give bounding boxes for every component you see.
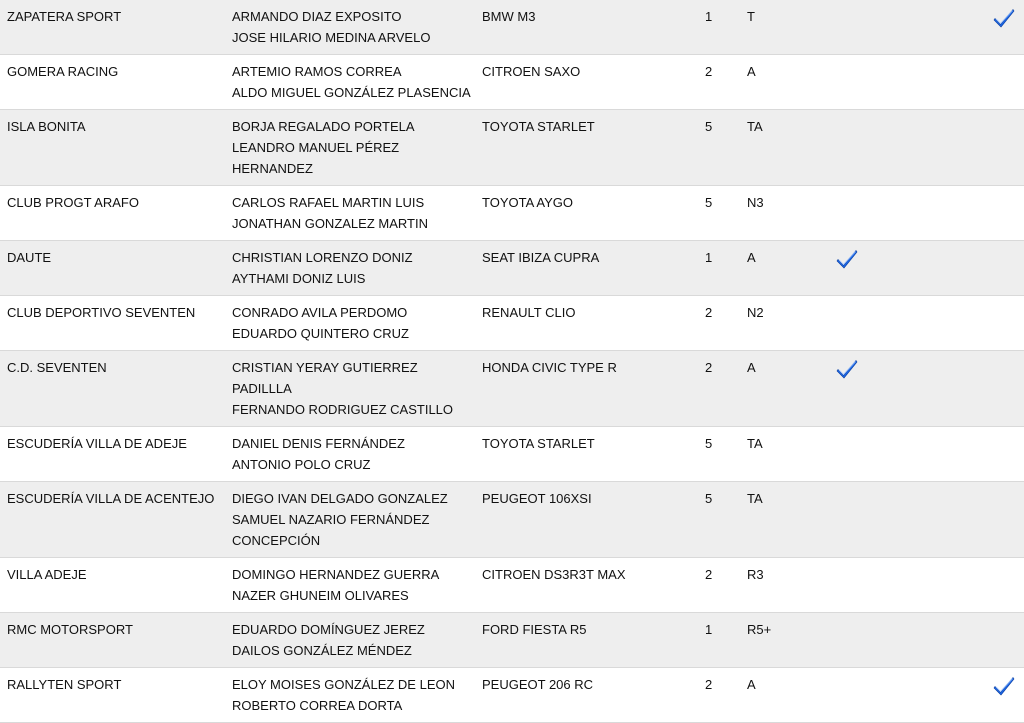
checkmark-icon <box>836 247 858 269</box>
class-cell: A <box>735 241 805 296</box>
drivers-cell <box>225 668 475 723</box>
checkmark-icon <box>993 674 1015 696</box>
class-cell: N3 <box>735 186 805 241</box>
group-cell: 5 <box>700 186 735 241</box>
driver-name: NAZER GHUNEIM OLIVARES <box>232 588 409 603</box>
club-cell: GOMERA RACING <box>0 55 225 110</box>
table-row <box>0 351 1024 427</box>
check-cell-2 <box>915 241 1024 296</box>
driver-name: FERNANDO RODRIGUEZ CASTILLO <box>232 402 454 417</box>
driver-name: ARTEMIO RAMOS CORREA <box>232 64 402 79</box>
car-cell: FORD FIESTA R5 <box>475 613 700 668</box>
check-cell-1 <box>805 296 915 351</box>
driver-name: BORJA REGALADO PORTELA <box>232 119 415 134</box>
driver-name: ROBERTO CORREA DORTA <box>232 698 403 713</box>
club-cell: CLUB PROGT ARAFO <box>0 186 225 241</box>
group-cell: 5 <box>700 427 735 482</box>
class-cell: R3 <box>735 558 805 613</box>
table-row <box>0 110 1024 186</box>
club-cell: ISLA BONITA <box>0 110 225 186</box>
group-cell: 2 <box>700 351 735 427</box>
driver-name: AYTHAMI DONIZ LUIS <box>232 271 366 286</box>
table-row <box>0 241 1024 296</box>
check-cell-2 <box>915 558 1024 613</box>
check-cell-1 <box>805 351 915 427</box>
driver-name: DIEGO IVAN DELGADO GONZALEZ <box>232 491 448 506</box>
driver-name: DAILOS GONZÁLEZ MÉNDEZ <box>232 643 412 658</box>
table-row <box>0 668 1024 723</box>
group-cell: 2 <box>700 668 735 723</box>
group-cell: 1 <box>700 613 735 668</box>
class-cell: A <box>735 55 805 110</box>
club-cell: RALLYTEN SPORT <box>0 668 225 723</box>
check-cell-1 <box>805 110 915 186</box>
check-cell-2 <box>915 351 1024 427</box>
car-cell: CITROEN DS3R3T MAX <box>475 558 700 613</box>
car-cell: HONDA CIVIC TYPE R <box>475 351 700 427</box>
table-row <box>0 482 1024 558</box>
check-cell-1 <box>805 482 915 558</box>
check-cell-1 <box>805 55 915 110</box>
driver-name: DANIEL DENIS FERNÁNDEZ <box>232 436 405 451</box>
table-row <box>0 558 1024 613</box>
club-cell: CLUB DEPORTIVO SEVENTEN <box>0 296 225 351</box>
driver-name: ALDO MIGUEL GONZÁLEZ PLASENCIA <box>232 85 471 100</box>
class-cell: R5+ <box>735 613 805 668</box>
group-cell: 2 <box>700 55 735 110</box>
class-cell: T <box>735 0 805 55</box>
car-cell: RENAULT CLIO <box>475 296 700 351</box>
driver-name: ELOY MOISES GONZÁLEZ DE LEON <box>232 677 455 692</box>
club-cell: C.D. SEVENTEN <box>0 351 225 427</box>
group-cell: 5 <box>700 482 735 558</box>
car-cell: TOYOTA AYGO <box>475 186 700 241</box>
drivers-cell <box>225 427 475 482</box>
drivers-cell <box>225 351 475 427</box>
check-cell-1 <box>805 558 915 613</box>
drivers-cell <box>225 186 475 241</box>
table-row <box>0 0 1024 55</box>
car-cell: TOYOTA STARLET <box>475 427 700 482</box>
table-row <box>0 613 1024 668</box>
check-cell-2 <box>915 186 1024 241</box>
club-cell: ESCUDERÍA VILLA DE ACENTEJO <box>0 482 225 558</box>
check-cell-2 <box>915 296 1024 351</box>
drivers-cell <box>225 110 475 186</box>
checkmark-icon <box>993 6 1015 28</box>
group-cell: 1 <box>700 241 735 296</box>
driver-name: SAMUEL NAZARIO FERNÁNDEZ CONCEPCIÓN <box>232 512 430 548</box>
driver-name: CONRADO AVILA PERDOMO <box>232 305 408 320</box>
club-cell: ZAPATERA SPORT <box>0 0 225 55</box>
drivers-cell <box>225 55 475 110</box>
check-cell-1 <box>805 186 915 241</box>
driver-name: DOMINGO HERNANDEZ GUERRA <box>232 567 440 582</box>
group-cell: 2 <box>700 558 735 613</box>
group-cell: 5 <box>700 110 735 186</box>
table-row <box>0 55 1024 110</box>
group-cell: 1 <box>700 0 735 55</box>
driver-name: JOSE HILARIO MEDINA ARVELO <box>232 30 431 45</box>
check-cell-1 <box>805 668 915 723</box>
check-cell-2 <box>915 427 1024 482</box>
class-cell: TA <box>735 482 805 558</box>
check-cell-2 <box>915 55 1024 110</box>
drivers-cell <box>225 241 475 296</box>
drivers-cell <box>225 296 475 351</box>
driver-name: ARMANDO DIAZ EXPOSITO <box>232 9 402 24</box>
checkmark-icon <box>836 357 858 379</box>
driver-name: ANTONIO POLO CRUZ <box>232 457 371 472</box>
car-cell: SEAT IBIZA CUPRA <box>475 241 700 296</box>
club-cell: ESCUDERÍA VILLA DE ADEJE <box>0 427 225 482</box>
driver-name: CRISTIAN YERAY GUTIERREZ PADILLLA <box>232 360 418 396</box>
check-cell-1 <box>805 241 915 296</box>
group-cell: 2 <box>700 296 735 351</box>
check-cell-1 <box>805 0 915 55</box>
class-cell: A <box>735 351 805 427</box>
car-cell: CITROEN SAXO <box>475 55 700 110</box>
driver-name: JONATHAN GONZALEZ MARTIN <box>232 216 428 231</box>
check-cell-2 <box>915 613 1024 668</box>
class-cell: TA <box>735 427 805 482</box>
table-row <box>0 186 1024 241</box>
drivers-cell <box>225 558 475 613</box>
class-cell: TA <box>735 110 805 186</box>
class-cell: N2 <box>735 296 805 351</box>
check-cell-1 <box>805 427 915 482</box>
car-cell: PEUGEOT 206 RC <box>475 668 700 723</box>
driver-name: CHRISTIAN LORENZO DONIZ <box>232 250 413 265</box>
class-cell: A <box>735 668 805 723</box>
check-cell-2 <box>915 110 1024 186</box>
driver-name: EDUARDO QUINTERO CRUZ <box>232 326 409 341</box>
drivers-cell <box>225 482 475 558</box>
club-cell: DAUTE <box>0 241 225 296</box>
check-cell-2 <box>915 0 1024 55</box>
car-cell: BMW M3 <box>475 0 700 55</box>
club-cell: VILLA ADEJE <box>0 558 225 613</box>
driver-name: EDUARDO DOMÍNGUEZ JEREZ <box>232 622 425 637</box>
car-cell: PEUGEOT 106XSI <box>475 482 700 558</box>
check-cell-2 <box>915 668 1024 723</box>
drivers-cell <box>225 613 475 668</box>
check-cell-1 <box>805 613 915 668</box>
driver-name: LEANDRO MANUEL PÉREZ HERNANDEZ <box>232 140 400 176</box>
check-cell-2 <box>915 482 1024 558</box>
table-row <box>0 296 1024 351</box>
table-row <box>0 427 1024 482</box>
driver-name: CARLOS RAFAEL MARTIN LUIS <box>232 195 425 210</box>
club-cell: RMC MOTORSPORT <box>0 613 225 668</box>
drivers-cell <box>225 0 475 55</box>
car-cell: TOYOTA STARLET <box>475 110 700 186</box>
